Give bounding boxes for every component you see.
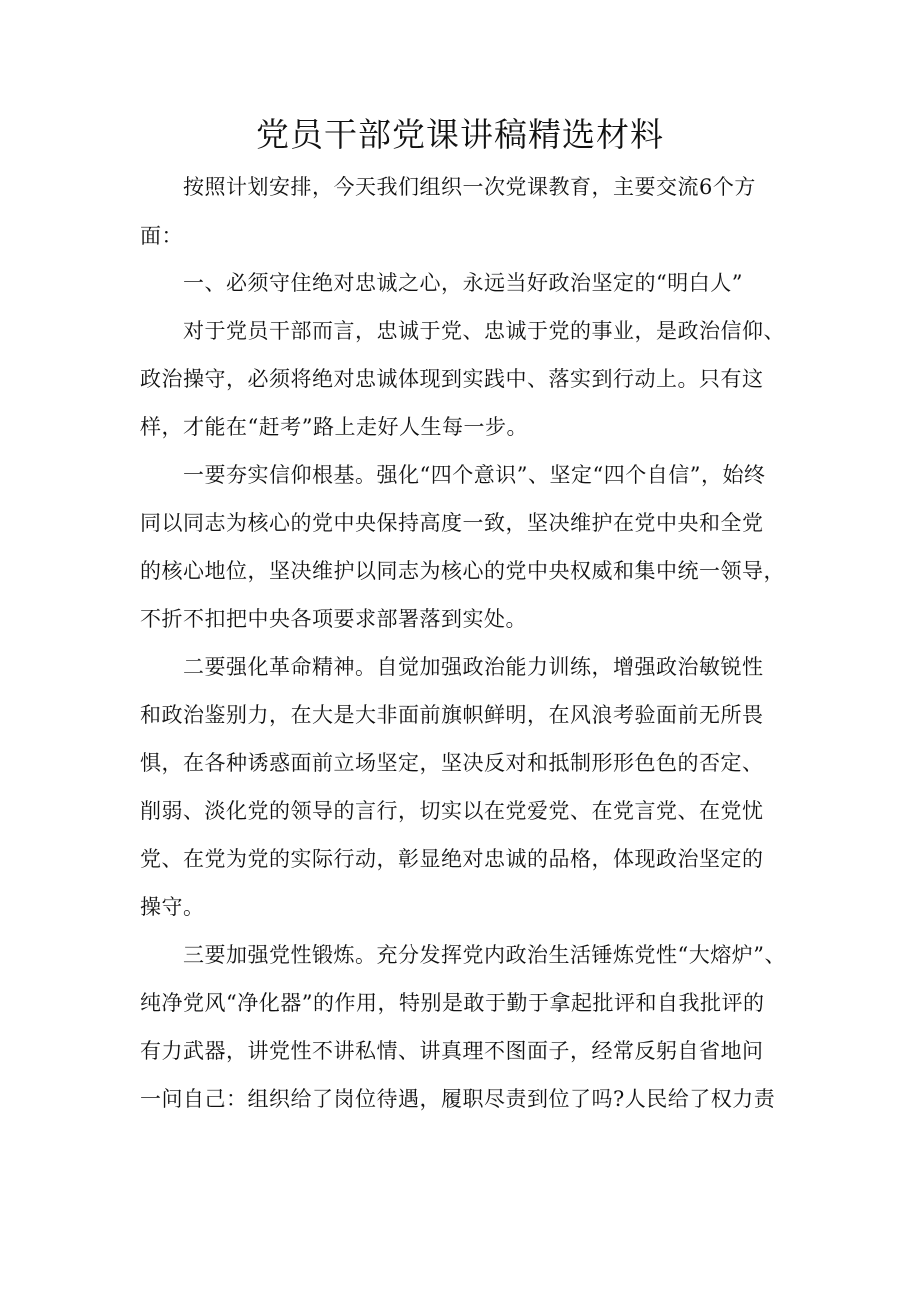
paragraph-line: 按照计划安排，今天我们组织一次党课教育，主要交流6个方 bbox=[183, 175, 756, 199]
paragraph-line: 的核心地位，坚决维护以同志为核心的党中央权威和集中统一领导， bbox=[140, 559, 785, 583]
paragraph-line: 三要加强党性锻炼。充分发挥党内政治生活锤炼党性“大熔炉”、 bbox=[183, 943, 786, 967]
paragraph-line: 不折不扣把中央各项要求部署落到实处。 bbox=[140, 607, 527, 631]
paragraph-line: 面： bbox=[140, 224, 183, 248]
document-title: 党员干部党课讲稿精选材料 bbox=[256, 115, 664, 154]
paragraph-line: 二要强化革命精神。自觉加强政治能力训练，增强政治敏锐性 bbox=[183, 655, 764, 679]
paragraph-line: 政治操守，必须将绝对忠诚体现到实践中、落实到行动上。只有这 bbox=[140, 367, 764, 391]
paragraph-line: 操守。 bbox=[140, 895, 205, 919]
paragraph-line: 有力武器，讲党性不讲私情、讲真理不图面子，经常反躬自省地问 bbox=[140, 1039, 764, 1063]
paragraph-line: 样，才能在“赶考”路上走好人生每一步。 bbox=[140, 415, 528, 439]
paragraph-line: 党、在党为党的实际行动，彰显绝对忠诚的品格，体现政治坚定的 bbox=[140, 847, 764, 871]
paragraph-line: 对于党员干部而言，忠诚于党、忠诚于党的事业，是政治信仰、 bbox=[183, 319, 785, 343]
section-heading: 一、必须守住绝对忠诚之心，永远当好政治坚定的“明白人” bbox=[183, 271, 743, 295]
paragraph-line: 同以同志为核心的党中央保持高度一致，坚决维护在党中央和全党 bbox=[140, 511, 764, 535]
paragraph-line: 一要夯实信仰根基。强化“四个意识”、坚定“四个自信”，始终 bbox=[183, 463, 766, 487]
paragraph-line: 惧，在各种诱惑面前立场坚定，坚决反对和抵制形形色色的否定、 bbox=[140, 751, 764, 775]
paragraph-line: 纯净党风“净化器”的作用，特别是敢于勤于拿起批评和自我批评的 bbox=[140, 991, 765, 1015]
paragraph-line: 和政治鉴别力，在大是大非面前旗帜鲜明，在风浪考验面前无所畏 bbox=[140, 703, 764, 727]
paragraph-line: 削弱、淡化党的领导的言行，切实以在党爱党、在党言党、在党忧 bbox=[140, 799, 764, 823]
paragraph-line: 一问自己：组织给了岗位待遇，履职尽责到位了吗?人民给了权力责 bbox=[140, 1087, 776, 1111]
